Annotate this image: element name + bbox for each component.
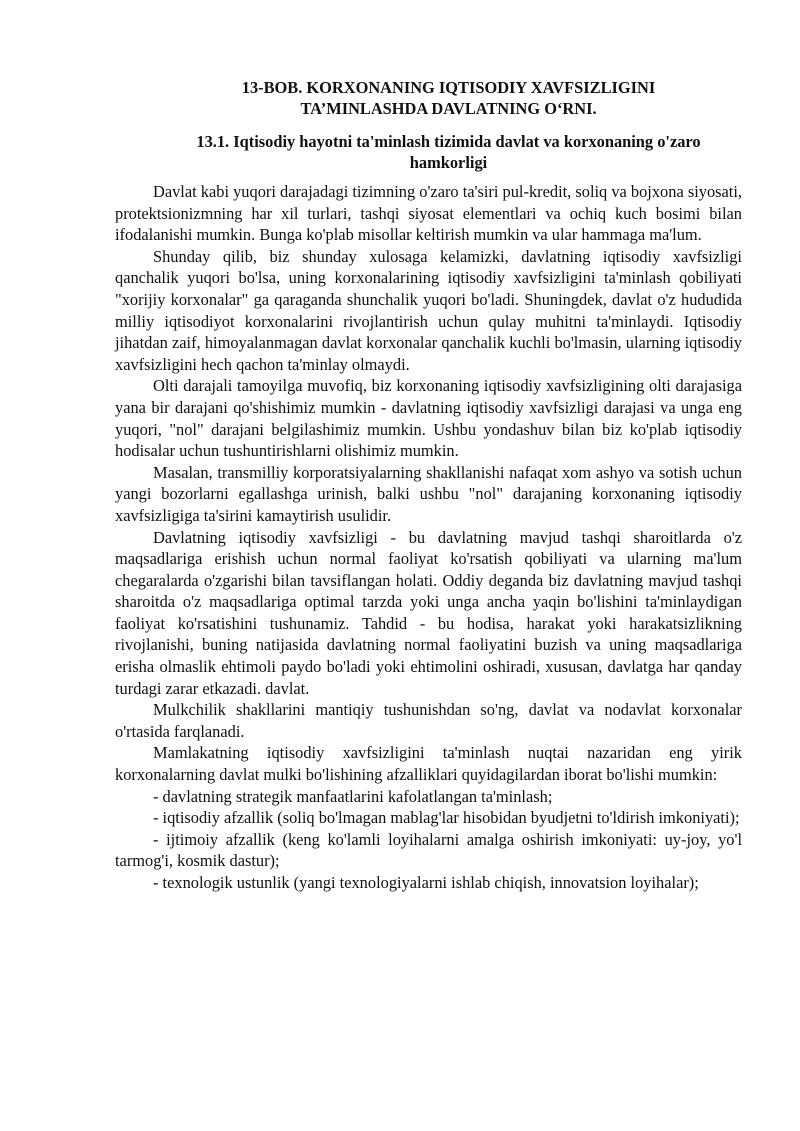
chapter-title-line-1: 13-BOB. KORXONANING IQTISODIY XAVFSIZLIGINI [241,78,656,97]
body-text [115,181,742,894]
list-item: - ijtimoiy afzallik (keng ko'lamli loyihalarni amalga oshirish imkoniyati: uy-joy, yo'l tarmog'i, kosmik dastur); [115,829,742,871]
section-title-line-1: 13.1. Iqtisodiy hayotni ta'minlash tizimida davlat va korxonaning o'zaro [196,132,701,151]
list-item: - davlatning strategik manfaatlarini kafolatlangan ta'minlash; [153,786,553,806]
document-page [115,72,742,894]
list-item: - texnologik ustunlik (yangi texnologiyalarni ishlab chiqish, innovatsion loyihalar); [153,873,699,892]
paragraph: Shunday qilib, biz shunday xulosaga kelamizki, davlatning iqtisodiy xavfsizligi qanchalik yuqori bo'lsa, uning korxonalarining iqtisodiy xavfsizligini ta'minlash qobiliyati "xorijiy korxonalar" ga qaraganda shunchalik yuqori bo'ladi. Shuningdek, davlat o'z hududida milliy iqtisodiyot korxonalarini rivojlantirish uchun qulay muhitni ta'minlaydi. Iqtisodiy jihatdan zaif, himoyalanmagan davlat korxonalar qanchalik kuchli bo'lmasin, ularning iqtisodiy xavfsizligini hech qachon ta'minlay olmaydi. [115,246,742,374]
chapter-title-line-2: TA’MINLASHDA DAVLATNING O‘RNI. [300,98,597,118]
paragraph: Mamlakatning iqtisodiy xavfsizligini ta'minlash nuqtai nazaridan eng yirik korxonalarning davlat mulki bo'lishining afzalliklari quyidagilardan iborat bo'lishi mumkin: [115,743,742,785]
list-item: - iqtisodiy afzallik (soliq bo'lmagan mablag'lar hisobidan byudjetni to'ldirish imkoniyati); [153,808,740,828]
paragraph: Olti darajali tamoyilga muvofiq, biz korxonaning iqtisodiy xavfsizligining olti darajasiga yana bir darajani qo'shishimiz mumkin - davlatning iqtisodiy xavfsizligi darajasi va unga eng yuqori, "nol" darajani belgilashimiz mumkin. Ushbu yondashuv bilan biz ko'plab iqtisodiy hodisalar uchun tushuntirishlarni olishimiz mumkin. [115,376,742,461]
paragraph: Davlatning iqtisodiy xavfsizligi - bu davlatning mavjud tashqi sharoitlarda o'z maqsadlariga erishish uchun normal faoliyat ko'rsatish qobiliyati va ularning ma'lum chegaralarda o'zgarishi bilan tavsiflangan holati. Oddiy deganda biz davlatning mavjud tashqi sharoitda o'z maqsadlariga optimal tarzda yoki unga ancha yaqin bo'lishini ta'minlaydigan faoliyat ko'rsatishini tushunamiz. Tahdid - bu hodisa, harakat yoki harakatsizlikning rivojlanishi, buning natijasida davlatning normal faoliyatini buzish va uning maqsadlariga erisha olmaslik ehtimoli paydo bo'ladi yoki ehtimolini oshiradi, xususan, davlatga har qanday turdagi zarar etkazadi. davlat. [115,527,742,698]
paragraph: Mulkchilik shakllarini mantiqiy tushunishdan so'ng, davlat va nodavlat korxonalar o'rtasida farqlanadi. [115,700,742,741]
paragraph: Masalan, transmilliy korporatsiyalarning shakllanishi nafaqat xom ashyo va sotish uchun yangi bozorlarni egallashga urinish, balki ushbu "nol" darajaning korxonaning iqtisodiy xavfsizligiga ta'sirini kamaytirish usulidir. [115,462,742,525]
chapter-title [115,78,742,119]
section-title [115,131,742,173]
paragraph: Davlat kabi yuqori darajadagi tizimning o'zaro ta'siri pul-kredit, soliq va bojxona siyosati, protektsionizmning har xil turlari, tashqi siyosat elementlari va ochiq kuch bosimi bilan ifodalanishi mumkin. Bunga ko'plab misollar keltirish mumkin va ular hammaga ma'lum. [115,182,742,245]
section-title-line-2: hamkorligi [409,153,488,172]
